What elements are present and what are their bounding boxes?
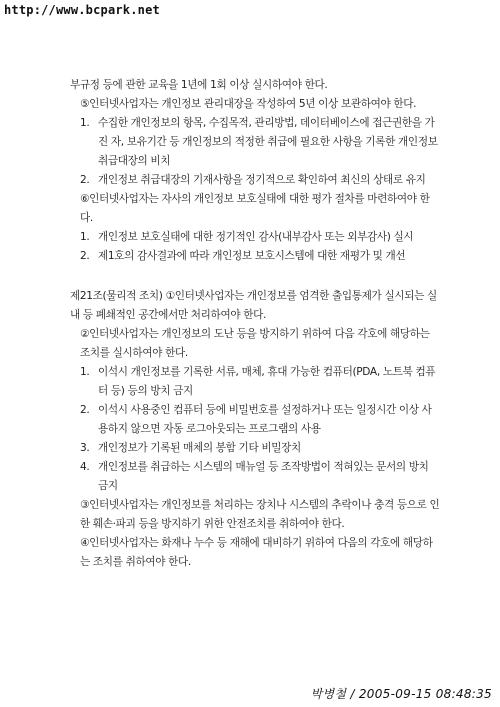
list-text: 개인정보가 기록된 매체의 봉함 기타 비밀장치 — [98, 442, 301, 454]
list-number: 2. — [80, 174, 90, 186]
paragraph: ⑤인터넷사업자는 개인정보 관리대장을 작성하여 5년 이상 보관하여야 한다. — [80, 98, 417, 110]
list-item — [70, 439, 440, 458]
list-number: 4. — [80, 461, 90, 473]
list-item — [70, 228, 440, 247]
list-number: 1. — [80, 117, 90, 129]
paragraph: ②인터넷사업자는 개인정보의 도난 등을 방지하기 위하여 다음 각호에 해당하는 조치를 실시하여야 한다. — [80, 328, 430, 359]
paragraph: ③인터넷사업자는 개인정보를 처리하는 장치나 시스템의 추락이나 충격 등으로 인한 훼손·파괴 등을 방지하기 위한 안전조치를 취하여야 한다. — [80, 499, 440, 530]
list-text: 개인정보 보호실태에 대한 정기적인 감사(내부감사 또는 외부감사) 실시 — [98, 231, 414, 243]
list-text: 개인정보 취급대장의 기재사항을 정기적으로 확인하여 최신의 상태로 유지 — [98, 174, 426, 186]
list-item — [70, 114, 440, 171]
list-text: 제1호의 감사결과에 따라 개인정보 보호시스템에 대한 재평가 및 개선 — [98, 250, 406, 262]
list-text: 이석시 개인정보를 기록한 서류, 매체, 휴대 가능한 컴퓨터(PDA, 노트북 컴퓨터 등) 등의 방치 금지 — [98, 366, 436, 397]
paragraph: ⑥인터넷사업자는 자사의 개인정보 보호실태에 대한 평가 절차를 마련하여야 한다. — [80, 193, 430, 224]
section-gap — [70, 266, 440, 287]
numbered-list — [70, 363, 440, 496]
numbered-list — [70, 228, 440, 266]
numbered-list — [70, 114, 440, 190]
paragraph: 부규정 등에 관한 교육을 1년에 1회 이상 실시하여야 한다. — [70, 79, 328, 91]
paragraph: ④인터넷사업자는 화재나 누수 등 재해에 대비하기 위하여 다음의 각호에 해당하는 조치를 취하여야 한다. — [80, 537, 433, 568]
list-number: 2. — [80, 404, 90, 416]
list-item — [70, 401, 440, 439]
list-text: 이석시 사용중인 컴퓨터 등에 비밀번호를 설정하거나 또는 일정시간 이상 사용하지 않으면 자동 로그아웃되는 프로그램의 사용 — [98, 404, 432, 435]
article-heading-paragraph: 제21조(물리적 조치) ①인터넷사업자는 개인정보를 엄격한 출입통제가 실시되는 실내 등 폐쇄적인 공간에서만 처리하여야 한다. — [70, 290, 437, 321]
signature-timestamp: 박병철 / 2005-09-15 08:48:35 — [310, 687, 492, 701]
list-item — [70, 363, 440, 401]
list-item — [70, 171, 440, 190]
document-body — [70, 76, 440, 572]
list-number: 1. — [80, 231, 90, 243]
watermark-url: http://www.bcpark.net — [4, 3, 160, 17]
list-number: 1. — [80, 366, 90, 378]
list-text: 수집한 개인정보의 항목, 수집목적, 관리방법, 데이터베이스에 접근권한을 가진 자, 보유기간 등 개인정보의 적정한 취급에 필요한 사항을 기록한 개인정보 취급대장의 비치 — [98, 117, 438, 167]
list-number: 3. — [80, 442, 90, 454]
list-item — [70, 247, 440, 266]
list-text: 개인정보를 취급하는 시스템의 매뉴얼 등 조작방법이 적혀있는 문서의 방치 금지 — [98, 461, 429, 492]
list-item — [70, 458, 440, 496]
list-number: 2. — [80, 250, 90, 262]
